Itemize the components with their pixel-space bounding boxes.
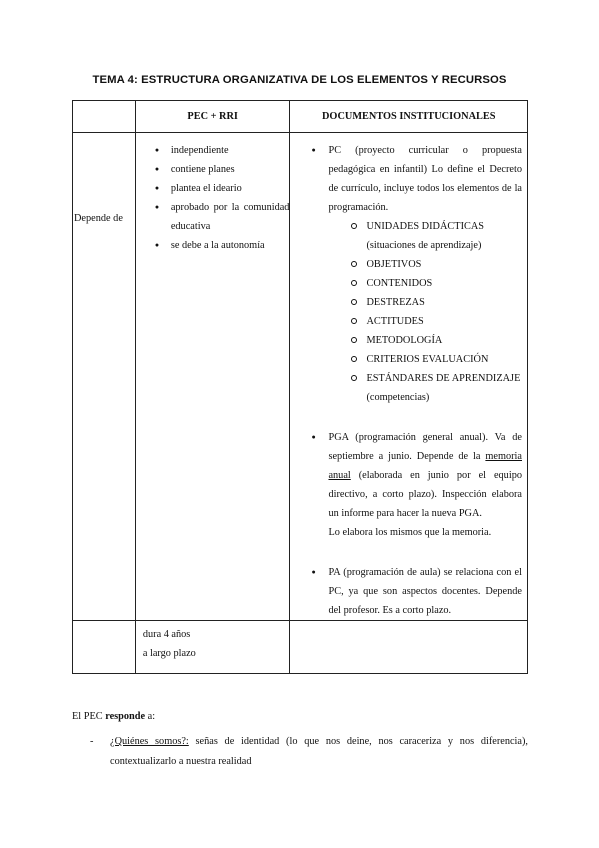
duration-line: dura 4 años (142, 629, 191, 640)
responde-bold: responde (105, 711, 146, 722)
sublist-item: CONTENIDOS (328, 274, 522, 293)
sublist-item: OBJETIVOS (328, 255, 522, 274)
question-item (72, 732, 528, 772)
documentos-list (290, 141, 522, 620)
duration-line: a largo plazo (142, 648, 196, 659)
list-item-pc (290, 141, 522, 407)
list-item: ● aprobado por la comunidad educativa (136, 198, 290, 236)
row-label-depende: Depende de (73, 133, 136, 621)
list-item: ● contiene planes (136, 160, 290, 179)
responde-line (72, 711, 155, 722)
pec-list (136, 133, 290, 255)
pga-line2: Lo elabora los mismos que la memoria. (328, 527, 492, 538)
list-item: ● independiente (136, 141, 290, 160)
list-item-pga (290, 428, 522, 542)
question-body: señas de identidad (lo que nos deine, nos caraceriza y nos diferencia), contextualizarlo a nuestra realidad (110, 736, 528, 767)
responde-prefix: El PEC (72, 711, 106, 722)
question-heading: ¿Quiénes somos?: (110, 736, 189, 747)
responde-suffix: a: (145, 711, 156, 722)
table-row (73, 133, 528, 621)
duration-cell (135, 621, 290, 674)
sublist-item: ACTITUDES (328, 312, 522, 331)
sublist-item: METODOLOGÍA (328, 331, 522, 350)
list-item: ● se debe a la autonomía (136, 236, 290, 255)
pga-memoria-link: memoria anual (328, 451, 522, 481)
pec-cell (135, 133, 290, 621)
dash-bullet: - (90, 736, 94, 747)
pc-text: PC (proyecto curricular o propuesta pedagógica en infantil) Lo define el Decreto de currículo, incluye todos los elementos de la programación. (328, 145, 522, 213)
empty-cell (73, 621, 136, 674)
page-title: TEMA 4: ESTRUCTURA ORGANIZATIVA DE LOS ELEMENTOS Y RECURSOS (92, 74, 507, 86)
sublist-item: UNIDADES DIDÁCTICAS (situaciones de aprendizaje) (328, 217, 522, 255)
table-row (73, 621, 528, 674)
list-item: ● plantea el ideario (136, 179, 290, 198)
table-header-documentos: DOCUMENTOS INSTITUCIONALES (290, 101, 528, 133)
pga-text-before: PGA (programación general anual). Va de septiembre a junio. Depende de la (328, 432, 522, 462)
pga-text-after: (elaborada en junio por el equipo directivo, a corto plazo). Inspección elabora un informe para hacer la nueva PGA. (328, 470, 522, 519)
sublist-item: ESTÁNDARES DE APRENDIZAJE (competencias) (328, 369, 522, 407)
table-header-pec: PEC + RRI (135, 101, 290, 133)
sublist-item: DESTREZAS (328, 293, 522, 312)
pc-sublist (328, 217, 522, 407)
table-header-empty (73, 101, 136, 133)
organization-table (72, 100, 528, 674)
sublist-item: CRITERIOS EVALUACIÓN (328, 350, 522, 369)
documentos-cell (290, 133, 528, 621)
question-text (110, 732, 528, 772)
list-item-pa: ● PA (programación de aula) se relaciona con el PC, ya que son aspectos docentes. Depende del profesor. Es a corto plazo. (290, 563, 522, 620)
table-header-row (73, 101, 528, 133)
empty-cell (290, 621, 528, 674)
